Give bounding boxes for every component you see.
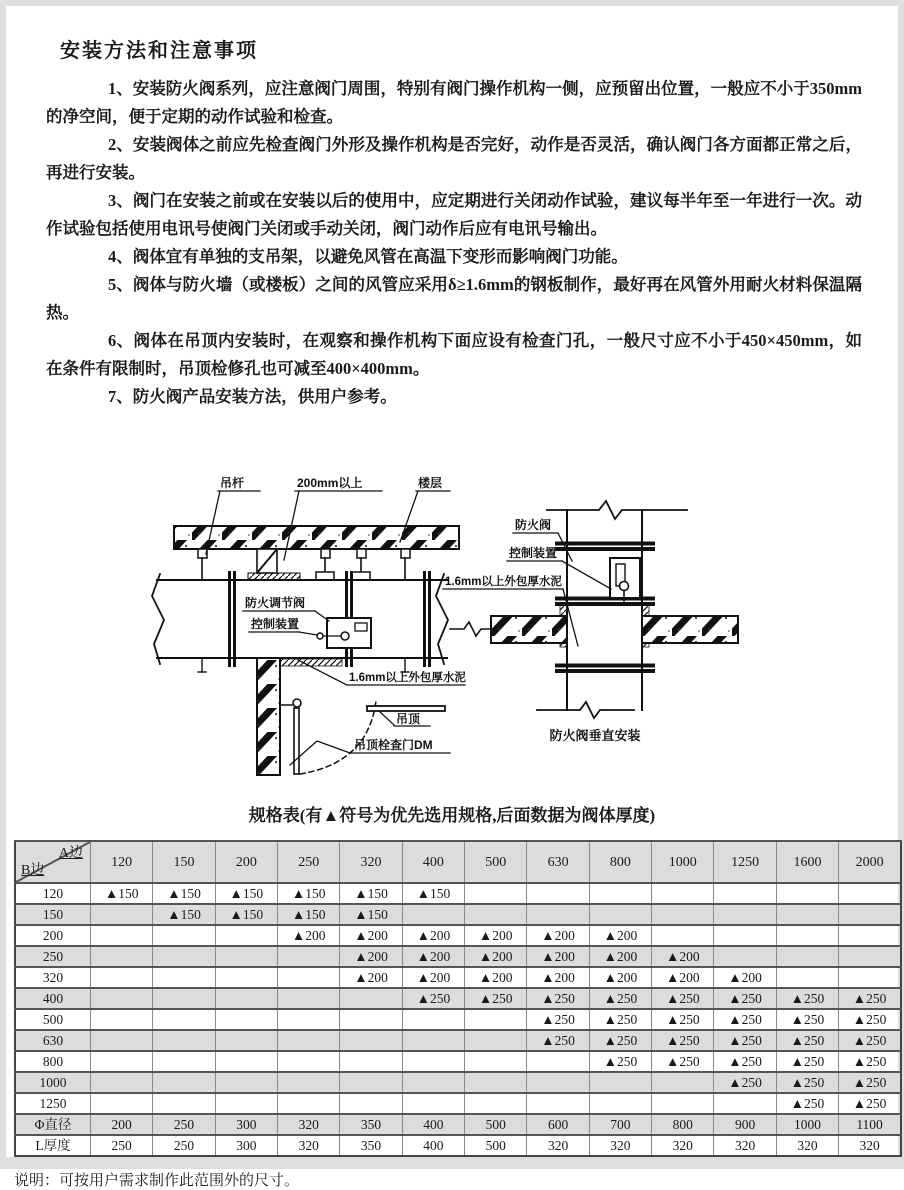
wall-slab-right xyxy=(642,616,738,643)
access-door-label: 吊顶栓查门DM xyxy=(354,738,433,752)
spec-cell: 500 xyxy=(465,1114,527,1135)
spec-cell: ▲200 xyxy=(527,925,589,946)
spec-cell xyxy=(91,1030,153,1051)
spec-cell: ▲250 xyxy=(839,1072,901,1093)
spec-cell: ▲200 xyxy=(589,967,651,988)
spec-cell: ▲250 xyxy=(465,988,527,1009)
spec-cell xyxy=(652,925,714,946)
paragraph-3: 3、阀门在安装之前或在安装以后的使用中，应定期进行关闭动作试验，建议每半年至一年进行一次。动作试验包括使用电讯号使阀门关闭或手动关闭，阀门动作后应有电讯号输出。 xyxy=(46,191,862,238)
spec-cell: ▲150 xyxy=(91,883,153,904)
spec-cell xyxy=(589,883,651,904)
spec-cell xyxy=(278,1009,340,1030)
spec-cell: 500 xyxy=(465,1135,527,1156)
spec-cell xyxy=(465,1030,527,1051)
table-row xyxy=(15,1093,901,1114)
spec-cell xyxy=(153,1051,215,1072)
spec-cell xyxy=(278,1051,340,1072)
spec-cell: ▲150 xyxy=(215,883,277,904)
row-header: 250 xyxy=(15,946,91,967)
spec-cell xyxy=(153,1093,215,1114)
spec-cell xyxy=(215,1051,277,1072)
spec-cell xyxy=(153,925,215,946)
spec-cell xyxy=(402,1072,464,1093)
spec-cell: ▲150 xyxy=(278,883,340,904)
horizontal-install-diagram xyxy=(152,475,466,775)
spec-cell xyxy=(714,946,776,967)
spec-cell: ▲250 xyxy=(652,1009,714,1030)
spec-cell: ▲250 xyxy=(589,1051,651,1072)
spec-cell: ▲250 xyxy=(776,988,838,1009)
spec-cell: ▲250 xyxy=(839,1009,901,1030)
spec-cell xyxy=(776,883,838,904)
spec-cell: ▲200 xyxy=(402,925,464,946)
spec-cell: ▲200 xyxy=(340,925,402,946)
spec-cell: 400 xyxy=(402,1114,464,1135)
spec-cell: ▲200 xyxy=(465,967,527,988)
installation-diagram xyxy=(132,468,892,793)
text-section xyxy=(6,6,898,411)
inspection-door xyxy=(294,708,299,774)
spec-cell xyxy=(278,967,340,988)
spec-cell xyxy=(589,904,651,925)
anchor-bolt xyxy=(357,549,366,558)
spec-cell xyxy=(589,1072,651,1093)
spec-cell xyxy=(91,967,153,988)
spec-cell: ▲200 xyxy=(278,925,340,946)
spec-cell xyxy=(215,1009,277,1030)
spec-cell xyxy=(91,1009,153,1030)
spec-cell xyxy=(776,946,838,967)
spec-cell: 350 xyxy=(340,1135,402,1156)
spec-cell: 320 xyxy=(278,1114,340,1135)
cement-wrap-label: 1.6mm以上外包厚水泥 xyxy=(349,672,466,684)
spec-cell xyxy=(465,1051,527,1072)
spec-cell: ▲200 xyxy=(652,967,714,988)
spec-cell: ▲250 xyxy=(652,1051,714,1072)
table-row xyxy=(15,904,901,925)
spec-cell xyxy=(839,967,901,988)
spec-cell: ▲250 xyxy=(652,1030,714,1051)
table-row xyxy=(15,925,901,946)
page-title: 安装方法和注意事项 xyxy=(60,40,258,62)
row-header: 150 xyxy=(15,904,91,925)
column-header: 1000 xyxy=(652,841,714,883)
ceiling-label: 吊顶 xyxy=(396,712,421,726)
spec-cell: ▲250 xyxy=(776,1009,838,1030)
spec-cell: ▲200 xyxy=(527,967,589,988)
column-header: 800 xyxy=(589,841,651,883)
spec-cell xyxy=(278,1093,340,1114)
spec-cell xyxy=(776,925,838,946)
spec-cell: ▲250 xyxy=(839,988,901,1009)
spec-cell: ▲150 xyxy=(340,904,402,925)
table-row xyxy=(15,1072,901,1093)
paragraph-7: 7、防火阀产品安装方法，供用户参考。 xyxy=(108,387,397,406)
spec-cell: 400 xyxy=(402,1135,464,1156)
spec-cell xyxy=(402,1030,464,1051)
spec-cell xyxy=(340,988,402,1009)
clearance-label: 200mm以上 xyxy=(297,476,363,490)
control-handle xyxy=(341,632,349,640)
spec-cell xyxy=(402,904,464,925)
table-row xyxy=(15,883,901,904)
column-header: 150 xyxy=(153,841,215,883)
spec-cell: ▲200 xyxy=(714,967,776,988)
spec-cell xyxy=(340,1051,402,1072)
spec-cell xyxy=(714,925,776,946)
spec-cell xyxy=(91,1051,153,1072)
row-header: 1000 xyxy=(15,1072,91,1093)
paragraph-4: 4、阀体宜有单独的支吊架，以避免风管在高温下变形而影响阀门功能。 xyxy=(108,247,628,266)
spec-cell xyxy=(465,1072,527,1093)
spec-cell: ▲250 xyxy=(527,988,589,1009)
spec-cell: 320 xyxy=(776,1135,838,1156)
spec-cell: ▲250 xyxy=(776,1072,838,1093)
spec-cell xyxy=(215,988,277,1009)
spec-cell xyxy=(527,1093,589,1114)
row-header: 120 xyxy=(15,883,91,904)
anchor-bolt xyxy=(401,549,410,558)
spec-cell xyxy=(153,1072,215,1093)
control-device-label-vertical: 控制装置 xyxy=(509,546,558,560)
spec-cell: 320 xyxy=(714,1135,776,1156)
spec-cell: ▲250 xyxy=(589,1009,651,1030)
spec-cell: ▲250 xyxy=(776,1093,838,1114)
spec-cell: 600 xyxy=(527,1114,589,1135)
spec-cell xyxy=(278,988,340,1009)
spec-cell xyxy=(527,904,589,925)
row-header: 500 xyxy=(15,1009,91,1030)
column-header: 400 xyxy=(402,841,464,883)
lower-section xyxy=(6,468,898,1190)
spec-cell: 700 xyxy=(589,1114,651,1135)
table-row xyxy=(15,1009,901,1030)
row-header: 630 xyxy=(15,1030,91,1051)
floor-slab xyxy=(174,526,459,549)
spec-cell xyxy=(215,1093,277,1114)
spec-cell xyxy=(527,1051,589,1072)
column-header: 500 xyxy=(465,841,527,883)
spec-cell: ▲250 xyxy=(527,1030,589,1051)
spec-cell: ▲150 xyxy=(402,883,464,904)
wall-slab-left xyxy=(491,616,567,643)
column-header: 2000 xyxy=(839,841,901,883)
table-row xyxy=(15,967,901,988)
cement-wrap-label-vertical: 1.6mm以上外包厚水泥 xyxy=(445,576,562,588)
spec-cell xyxy=(652,904,714,925)
spec-cell: ▲250 xyxy=(402,988,464,1009)
spec-cell xyxy=(402,1093,464,1114)
spec-cell xyxy=(776,904,838,925)
spec-cell: 320 xyxy=(278,1135,340,1156)
spec-cell xyxy=(465,904,527,925)
floor-label: 楼层 xyxy=(418,476,443,490)
spec-table xyxy=(14,840,902,1157)
spec-cell: ▲250 xyxy=(714,1051,776,1072)
footnote: 说明：可按用户需求制作此范围外的尺寸。 xyxy=(14,1173,300,1189)
column-header: 630 xyxy=(527,841,589,883)
spec-cell: 800 xyxy=(652,1114,714,1135)
spec-cell xyxy=(215,967,277,988)
ceiling-panel xyxy=(367,706,445,711)
row-header: 320 xyxy=(15,967,91,988)
row-header: 800 xyxy=(15,1051,91,1072)
table-row xyxy=(15,946,901,967)
spec-cell: ▲200 xyxy=(652,946,714,967)
spec-cell: ▲250 xyxy=(714,988,776,1009)
hanger-rod-label: 吊杆 xyxy=(220,476,245,490)
spec-cell xyxy=(153,988,215,1009)
spec-cell: ▲250 xyxy=(776,1030,838,1051)
spec-cell xyxy=(340,1072,402,1093)
paragraph-1: 1、安装防火阀系列，应注意阀门周围，特别有阀门操作机构一侧，应预留出位置，一般应不小于350mm的净空间，便于定期的动作试验和检查。 xyxy=(46,79,862,126)
door-hinge xyxy=(293,699,301,707)
spec-cell xyxy=(527,1072,589,1093)
spec-cell: 320 xyxy=(527,1135,589,1156)
duct-break-left xyxy=(152,574,164,664)
spec-cell: ▲250 xyxy=(776,1051,838,1072)
spec-cell xyxy=(465,1093,527,1114)
spec-cell: 320 xyxy=(839,1135,901,1156)
spec-cell: 300 xyxy=(215,1135,277,1156)
spec-cell: ▲200 xyxy=(402,967,464,988)
spec-cell xyxy=(91,904,153,925)
spec-cell xyxy=(589,1093,651,1114)
spec-cell: ▲200 xyxy=(589,925,651,946)
spec-cell xyxy=(340,1030,402,1051)
spec-cell: 350 xyxy=(340,1114,402,1135)
spec-cell xyxy=(91,946,153,967)
row-header: 1250 xyxy=(15,1093,91,1114)
spec-cell xyxy=(714,1093,776,1114)
spec-cell: ▲250 xyxy=(589,988,651,1009)
spec-cell: ▲200 xyxy=(589,946,651,967)
spec-cell: ▲250 xyxy=(839,1030,901,1051)
spec-cell xyxy=(402,1009,464,1030)
spec-cell: 1000 xyxy=(776,1114,838,1135)
spec-cell: ▲200 xyxy=(340,967,402,988)
column-header: 1250 xyxy=(714,841,776,883)
spec-cell: ▲250 xyxy=(839,1051,901,1072)
anchor-bolt xyxy=(321,549,330,558)
spec-cell xyxy=(839,883,901,904)
spec-cell xyxy=(91,1093,153,1114)
corner-cell xyxy=(15,841,91,883)
spec-cell xyxy=(465,883,527,904)
spec-cell: ▲250 xyxy=(527,1009,589,1030)
bottom-break-line xyxy=(537,702,634,718)
spec-cell: ▲150 xyxy=(340,883,402,904)
spec-cell xyxy=(153,1009,215,1030)
column-header: 320 xyxy=(340,841,402,883)
paragraph-6: 6、阀体在吊顶内安装时，在观察和操作机构下面应设有检查门孔，一般尺寸应不小于450×450mm，如在条件有限制时，吊顶检修孔也可减至400×400mm。 xyxy=(46,331,862,378)
spec-cell: ▲250 xyxy=(839,1093,901,1114)
row-header: 400 xyxy=(15,988,91,1009)
spec-cell: ▲250 xyxy=(714,1030,776,1051)
spec-cell xyxy=(215,1030,277,1051)
spec-cell xyxy=(652,883,714,904)
spec-cell: 320 xyxy=(589,1135,651,1156)
table-title: 规格表(有▲符号为优先选用规格,后面数据为阀体厚度) xyxy=(248,806,656,825)
spec-cell xyxy=(776,967,838,988)
spec-cell xyxy=(215,1072,277,1093)
spec-cell: ▲200 xyxy=(340,946,402,967)
wall-column xyxy=(257,658,280,775)
spec-cell xyxy=(153,967,215,988)
spec-cell xyxy=(714,883,776,904)
spec-cell xyxy=(402,1051,464,1072)
spec-cell: ▲250 xyxy=(589,1030,651,1051)
spec-cell: ▲150 xyxy=(153,904,215,925)
table-row xyxy=(15,1114,901,1135)
spec-cell xyxy=(465,1009,527,1030)
spec-cell: 300 xyxy=(215,1114,277,1135)
spec-cell: ▲200 xyxy=(465,946,527,967)
spec-cell xyxy=(839,946,901,967)
column-header: 1600 xyxy=(776,841,838,883)
spec-cell xyxy=(527,883,589,904)
table-row xyxy=(15,1135,901,1156)
column-header: 250 xyxy=(278,841,340,883)
spec-cell: ▲200 xyxy=(402,946,464,967)
spec-cell xyxy=(714,904,776,925)
spec-cell: 250 xyxy=(153,1114,215,1135)
spec-cell xyxy=(91,988,153,1009)
spec-cell: 1100 xyxy=(839,1114,901,1135)
slab-break-mark xyxy=(450,622,491,636)
spec-cell: ▲250 xyxy=(714,1072,776,1093)
spec-cell: 250 xyxy=(91,1135,153,1156)
spec-cell: ▲200 xyxy=(527,946,589,967)
row-header: L厚度 xyxy=(15,1135,91,1156)
column-header: 200 xyxy=(215,841,277,883)
row-header: 200 xyxy=(15,925,91,946)
spec-cell xyxy=(652,1072,714,1093)
spec-cell: ▲150 xyxy=(153,883,215,904)
spec-cell xyxy=(839,904,901,925)
spec-cell xyxy=(91,1072,153,1093)
spec-cell xyxy=(652,1093,714,1114)
table-row xyxy=(15,988,901,1009)
installation-figure xyxy=(132,468,898,793)
table-row xyxy=(15,1051,901,1072)
spec-cell: 250 xyxy=(153,1135,215,1156)
header-row xyxy=(15,841,901,883)
spec-cell xyxy=(278,1030,340,1051)
control-device-label: 控制装置 xyxy=(251,617,300,631)
paragraph-5: 5、阀体与防火墙（或楼板）之间的风管应采用δ≥1.6mm的钢板制作，最好再在风管外用耐火材料保温隔热。 xyxy=(46,275,862,322)
spec-cell xyxy=(278,946,340,967)
spec-cell xyxy=(153,1030,215,1051)
spec-cell: 200 xyxy=(91,1114,153,1135)
spec-cell xyxy=(278,1072,340,1093)
spec-cell xyxy=(215,925,277,946)
fire-valve-label: 防火阀 xyxy=(515,518,552,532)
spec-cell: ▲200 xyxy=(465,925,527,946)
spec-cell: ▲150 xyxy=(215,904,277,925)
spec-cell: 900 xyxy=(714,1114,776,1135)
spec-cell: ▲150 xyxy=(278,904,340,925)
spec-cell xyxy=(153,946,215,967)
spec-cell xyxy=(340,1009,402,1030)
spec-cell xyxy=(839,925,901,946)
paragraph-2: 2、安装阀体之前应先检查阀门外形及操作机构是否完好，动作是否灵活，确认阀门各方面都正常之后，再进行安装。 xyxy=(46,135,862,182)
fire-damper-label: 防火调节阀 xyxy=(245,596,306,610)
spec-cell xyxy=(91,925,153,946)
column-header: 120 xyxy=(91,841,153,883)
vertical-install-caption: 防火阀垂直安装 xyxy=(549,728,641,743)
row-header: Φ直径 xyxy=(15,1114,91,1135)
table-row xyxy=(15,1030,901,1051)
control-handle-vertical xyxy=(620,582,629,591)
spec-cell: ▲250 xyxy=(652,988,714,1009)
spec-cell xyxy=(340,1093,402,1114)
spec-cell: 320 xyxy=(652,1135,714,1156)
corner-b-label: B边 xyxy=(21,863,45,878)
vertical-install-diagram xyxy=(443,501,738,743)
spec-cell xyxy=(215,946,277,967)
spec-cell: ▲250 xyxy=(714,1009,776,1030)
corner-a-label: A边 xyxy=(58,846,83,861)
